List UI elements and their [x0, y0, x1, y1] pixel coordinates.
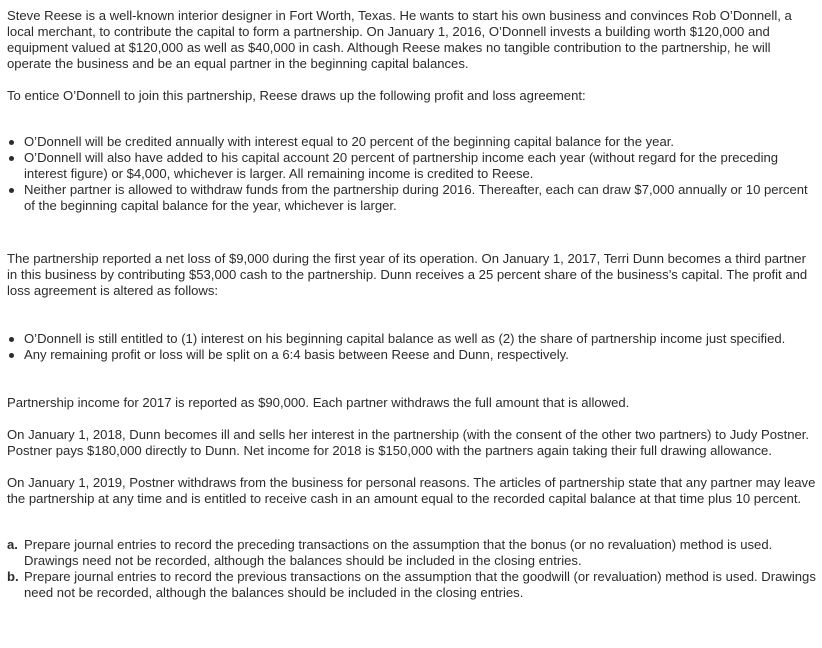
agreement-list: [7, 134, 817, 214]
loss-paragraph: The partnership reported a net loss of $9,000 during the first year of its operation. On January 1, 2017, Terri Dunn becomes a third partner in this business by contributing $53,000 cash to the partnership. Dunn receives a 25 percent share of the business’s capital. The profit and loss agreement is altered as follows:: [7, 251, 808, 298]
intro-paragraph: Steve Reese is a well-known interior designer in Fort Worth, Texas. He wants to start his own business and convinces Rob O’Donnell, a local merchant, to contribute the capital to form a partnership. On January 1, 2016, O’Donnell invests a building worth $120,000 and equipment valued at $120,000 as well as $40,000 in cash. Although Reese makes no tangible contribution to the partnership, he will operate the business and be an equal partner in the beginning capital balances.: [7, 8, 792, 71]
list-item: O’Donnell is still entitled to (1) interest on his beginning capital balance as well as (2) the share of partnership income just specified.: [7, 331, 817, 347]
postner-withdrawal-paragraph: On January 1, 2019, Postner withdraws from the business for personal reasons. The articles of partnership state that any partner may leave the partnership at any time and is entitled to receive cash in an amount equal to the recorded capital balance at that time plus 10 percent.: [7, 475, 816, 506]
agreement-intro-paragraph: To entice O’Donnell to join this partnership, Reese draws up the following profit and loss agreement:: [7, 88, 586, 103]
requirement-b: [7, 569, 817, 601]
list-item: O’Donnell will be credited annually with interest equal to 20 percent of the beginning capital balance for the year.: [7, 134, 817, 150]
requirement-letter: a.: [7, 537, 18, 552]
list-item: O’Donnell will also have added to his capital account 20 percent of partnership income each year (without regard for the preceding interest figure) or $4,000, whichever is larger. All remaining income is credited to Reese.: [7, 150, 817, 182]
requirements-list: [7, 537, 817, 601]
altered-agreement-list: [7, 331, 817, 363]
list-item: Any remaining profit or loss will be split on a 6:4 basis between Reese and Dunn, respectively.: [7, 347, 817, 363]
requirement-letter: b.: [7, 569, 19, 584]
requirement-a: [7, 537, 817, 569]
requirement-text: Prepare journal entries to record the preceding transactions on the assumption that the bonus (or no revaluation) method is used. Drawings need not be recorded, although the balances should be included in the closing entries.: [24, 537, 773, 568]
dunn-sale-paragraph: On January 1, 2018, Dunn becomes ill and sells her interest in the partnership (with the consent of the other two partners) to Judy Postner. Postner pays $180,000 directly to Dunn. Net income for 2018 is $150,000 with the partners again taking their full drawing allowance.: [7, 427, 810, 458]
requirement-text: Prepare journal entries to record the previous transactions on the assumption that the goodwill (or revaluation) method is used. Drawings need not be recorded, although the balances should be included in the closing entries.: [24, 569, 816, 600]
list-item: Neither partner is allowed to withdraw funds from the partnership during 2016. Thereafter, each can draw $7,000 annually or 10 percent of the beginning capital balance for the year, whichever is larger.: [7, 182, 817, 214]
income-2017-paragraph: Partnership income for 2017 is reported as $90,000. Each partner withdraws the full amount that is allowed.: [7, 395, 630, 410]
